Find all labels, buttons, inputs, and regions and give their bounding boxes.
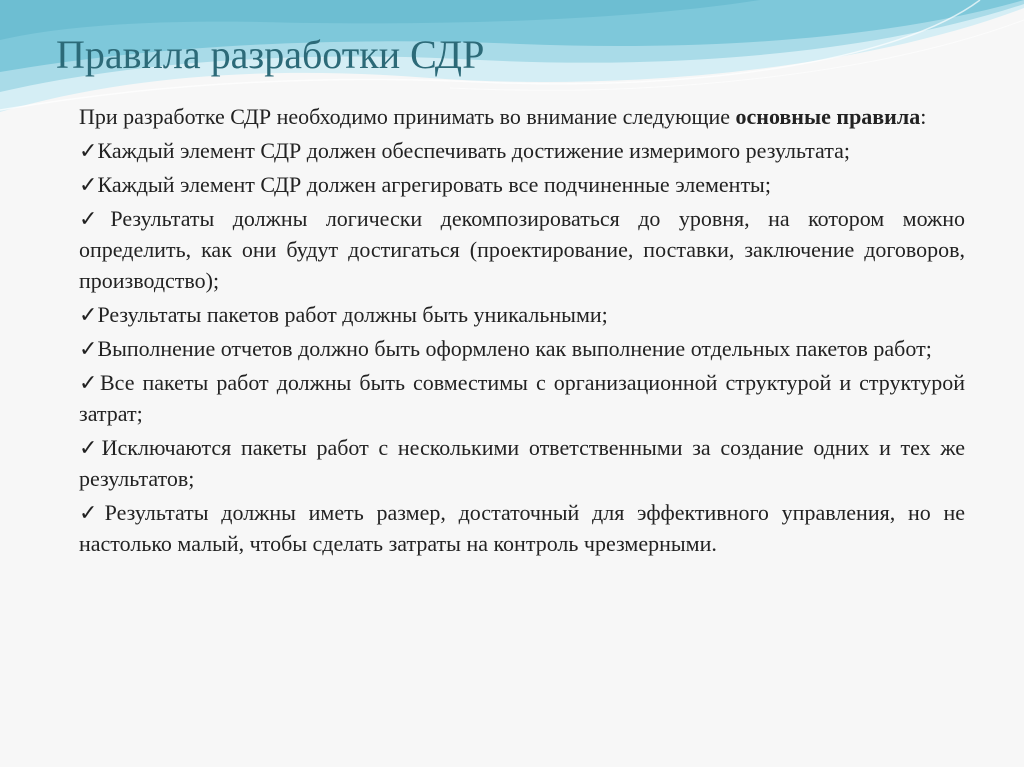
rule-text: Результаты пакетов работ должны быть уникальными;	[97, 302, 608, 327]
list-item	[79, 169, 965, 200]
list-item	[79, 367, 965, 429]
checkmark-icon: ✓	[79, 500, 105, 525]
intro-paragraph	[79, 101, 965, 132]
checkmark-icon: ✓	[79, 435, 102, 460]
rule-text: Результаты должны логически декомпозироваться до уровня, на котором можно определить, как они будут достигаться (проектирование, поставки, заключение договоров, производство);	[79, 206, 965, 293]
rule-text: Результаты должны иметь размер, достаточный для эффективного управления, но не настолько малый, чтобы сделать затраты на контроль чрезмерными.	[79, 500, 965, 556]
list-item	[79, 432, 965, 494]
checkmark-icon: ✓	[79, 302, 98, 327]
checkmark-icon: ✓	[79, 370, 100, 395]
intro-text: При разработке СДР необходимо принимать во внимание следующие	[79, 104, 736, 129]
list-item	[79, 497, 965, 559]
rule-text: Выполнение отчетов должно быть оформлено как выполнение отдельных пакетов работ;	[97, 336, 932, 361]
rule-text: Каждый элемент СДР должен агрегировать все подчиненные элементы;	[97, 172, 771, 197]
slide-body	[79, 101, 965, 559]
rules-list	[79, 135, 965, 559]
checkmark-icon: ✓	[79, 172, 98, 197]
page-title: Правила разработки СДР	[56, 32, 485, 77]
list-item	[79, 135, 965, 166]
rule-text: Все пакеты работ должны быть совместимы с организационной структурой и структурой затрат;	[79, 370, 966, 426]
list-item	[79, 203, 965, 296]
rule-text: Исключаются пакеты работ с несколькими ответственными за создание одних и тех же результатов;	[79, 435, 965, 491]
checkmark-icon: ✓	[79, 206, 111, 231]
intro-bold-text: основные правила	[735, 104, 921, 129]
rule-text: Каждый элемент СДР должен обеспечивать достижение измеримого результата;	[97, 138, 850, 163]
checkmark-icon: ✓	[79, 138, 98, 163]
list-item	[79, 333, 965, 364]
intro-colon: :	[920, 104, 927, 129]
list-item	[79, 299, 965, 330]
checkmark-icon: ✓	[79, 336, 98, 361]
